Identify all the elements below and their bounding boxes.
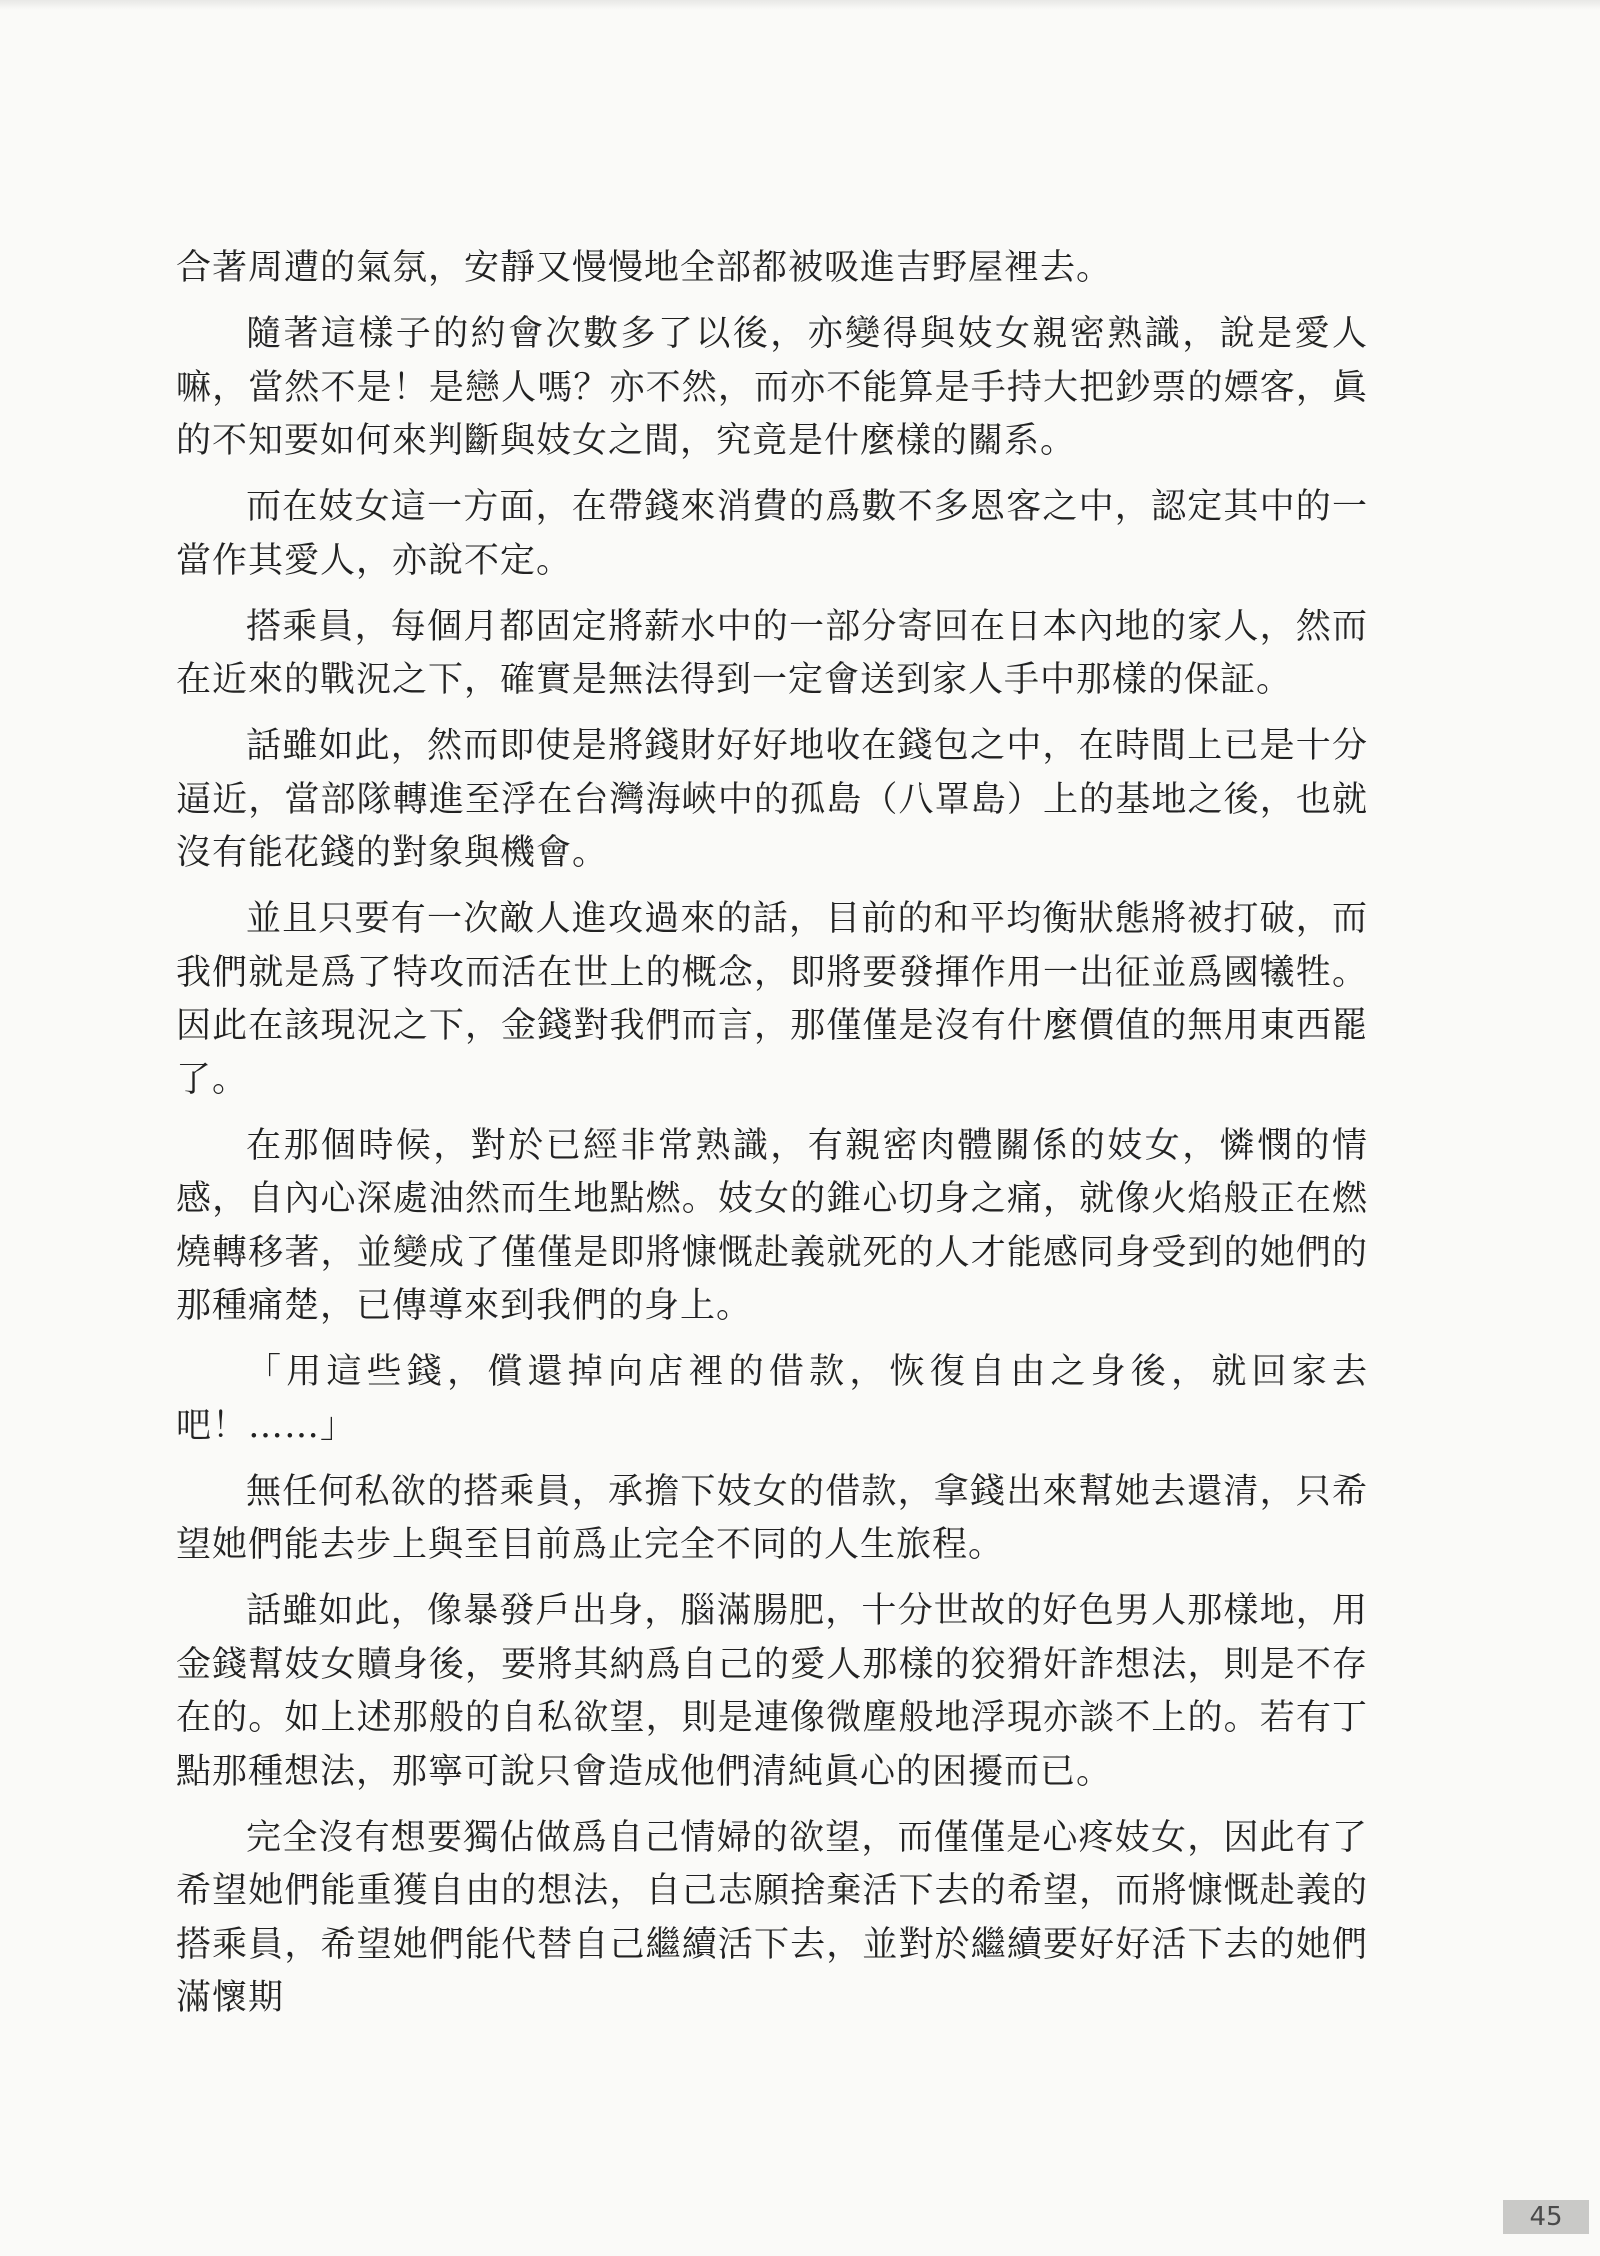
paragraph-10: 話雖如此，像暴發戶出身，腦滿腸肥，十分世故的好色男人那樣地，用金錢幫妓女贖身後，要將其納爲自己的愛人那樣的狡猾奸詐想法，則是不存在的。如上述那般的自私欲望，則是連像微塵般地浮現亦談不上的。若有丁點那種想法，那寧可說只會造成他們清純眞心的困擾而已。 — [176, 1591, 1368, 1792]
paragraph-7: 在那個時候，對於已經非常熟識，有親密肉體關係的妓女，憐憫的情感，自內心深處油然而生地點燃。妓女的錐心切身之痛，就像火焰般正在燃燒轉移著，並變成了僅僅是即將慷慨赴義就死的人才能感同身受到的她們的那種痛楚，已傳導來到我們的身上。 — [176, 1125, 1368, 1326]
paragraph-2: 隨著這樣子的約會次數多了以後，亦變得與妓女親密熟識，說是愛人嘛，當然不是！是戀人嗎？亦不然，而亦不能算是手持大把鈔票的嫖客，眞的不知要如何來判斷與妓女之間，究竟是什麼樣的關系。 — [176, 314, 1368, 461]
paragraph-5: 話雖如此，然而即使是將錢財好好地收在錢包之中，在時間上已是十分逼近，當部隊轉進至浮在台灣海峽中的孤島（八罩島）上的基地之後，也就沒有能花錢的對象與機會。 — [176, 726, 1368, 873]
paragraph-8-quote: 「用這些錢，償還掉向店裡的借款，恢復自由之身後，就回家去吧！……」 — [176, 1352, 1368, 1446]
paragraph-1: 合著周遭的氣氛，安靜又慢慢地全部都被吸進吉野屋裡去。 — [176, 248, 1113, 288]
paragraph-6: 並且只要有一次敵人進攻過來的話，目前的和平均衡狀態將被打破，而我們就是爲了特攻而活在世上的概念，即將要發揮作用一出征並爲國犧牲。因此在該現況之下，金錢對我們而言，那僅僅是沒有什麼價值的無用東西罷了。 — [176, 899, 1368, 1100]
paragraph-3: 而在妓女這一方面，在帶錢來消費的爲數不多恩客之中，認定其中的一當作其愛人，亦說不定。 — [176, 487, 1368, 581]
page-top-edge — [0, 0, 1600, 10]
body-text — [176, 242, 1368, 2038]
paragraph-4: 搭乘員，每個月都固定將薪水中的一部分寄回在日本內地的家人，然而在近來的戰況之下，確實是無法得到一定會送到家人手中那樣的保証。 — [176, 606, 1368, 700]
paragraph-11: 完全沒有想要獨佔做爲自己情婦的欲望，而僅僅是心疼妓女，因此有了希望她們能重獲自由的想法，自己志願捨棄活下去的希望，而將慷慨赴義的搭乘員，希望她們能代替自己繼續活下去，並對於繼續要好好活下去的她們滿懷期 — [176, 1817, 1368, 2018]
page-number: 45 — [1503, 2200, 1589, 2234]
paragraph-9: 無任何私欲的搭乘員，承擔下妓女的借款，拿錢出來幫她去還清，只希望她們能去步上與至目前爲止完全不同的人生旅程。 — [176, 1471, 1368, 1565]
